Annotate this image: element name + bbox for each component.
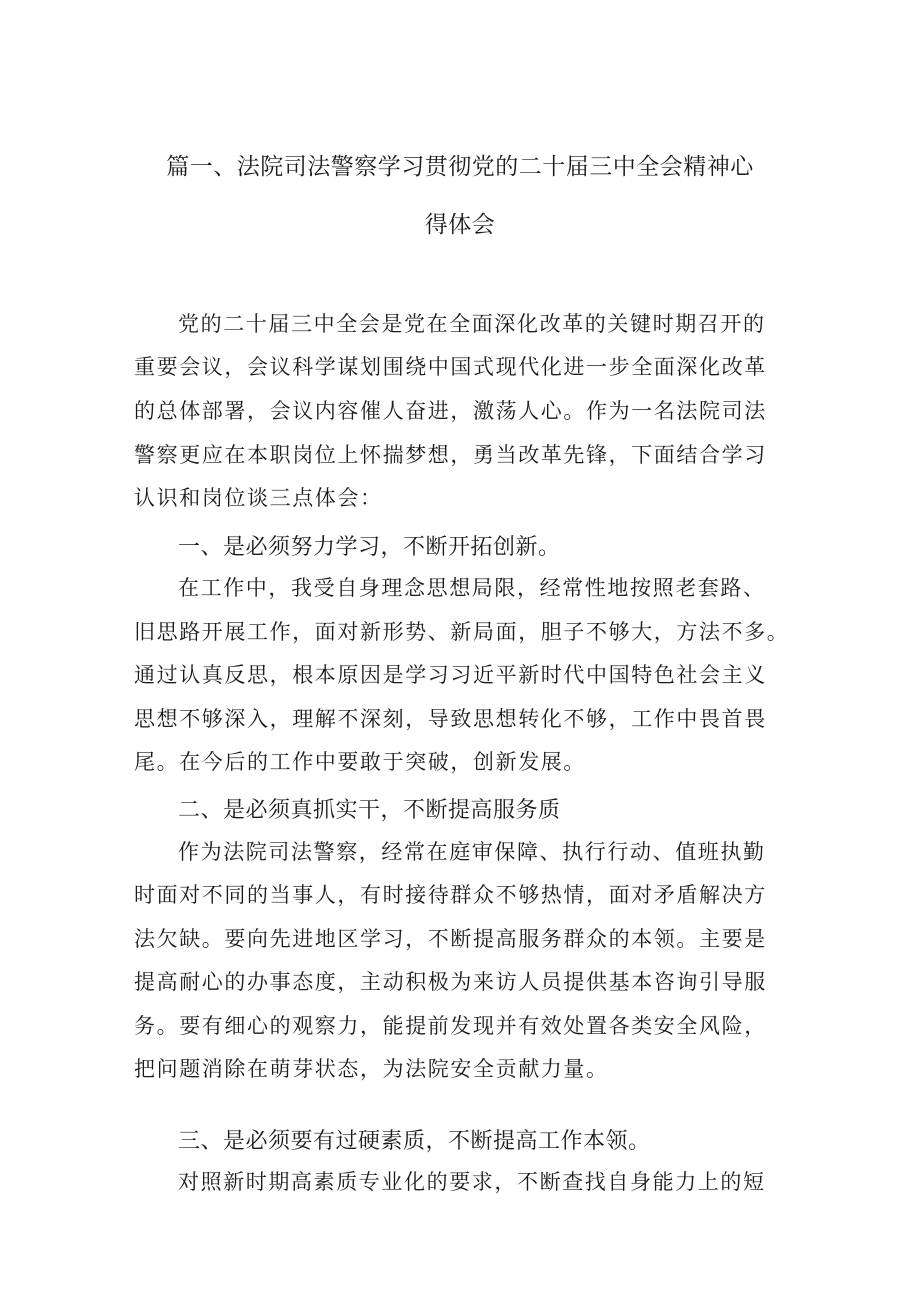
intro-paragraph-line: 重要会议，会议科学谋划围绕中国式现代化进一步全面深化改革 [134,355,767,379]
section-2-line: 作为法院司法警察，经常在庭审保障、执行行动、值班执勤 [178,840,766,864]
section-2-heading: 二、是必须真抓实干，不断提高服务质 [178,798,561,823]
section-1-line: 尾。在今后的工作中要敢于突破，创新发展。 [134,750,586,774]
section-3-heading: 三、是必须要有过硬素质，不断提高工作本领。 [178,1129,651,1154]
section-1-line: 在工作中，我受自身理念思想局限，经常性地按照老套路、 [178,576,766,600]
section-2-line: 时面对不同的当事人，有时接待群众不够热情，面对矛盾解决方 [134,883,767,907]
intro-paragraph-line: 认识和岗位谈三点体会： [134,486,383,510]
section-1-heading: 一、是必须努力学习，不断开拓创新。 [178,535,561,560]
section-2-line: 务。要有细心的观察力，能提前发现并有效处置各类安全风险， [134,1014,767,1038]
document-title-line-1: 篇一、法院司法警察学习贯彻党的二十届三中全会精神心 [166,154,754,180]
section-1-line: 旧思路开展工作，面对新形势、新局面，胆子不够大，方法不多。 [134,620,790,644]
intro-paragraph-line: 警察更应在本职岗位上怀揣梦想，勇当改革先锋，下面结合学习 [134,443,767,467]
section-3-line: 对照新时期高素质专业化的要求，不断查找自身能力上的短 [178,1170,766,1194]
section-2-line: 提高耐心的办事态度，主动积极为来访人员提供基本咨询引导服 [134,970,767,994]
document-title-line-2: 得体会 [424,212,496,238]
intro-paragraph-line: 党的二十届三中全会是党在全面深化改革的关键时期召开的 [178,312,766,336]
section-1-line: 通过认真反思，根本原因是学习习近平新时代中国特色社会主义 [134,663,767,687]
section-2-line: 法欠缺。要向先进地区学习，不断提高服务群众的本领。主要是 [134,927,767,951]
intro-paragraph-line: 的总体部署，会议内容催人奋进，激荡人心。作为一名法院司法 [134,399,767,423]
section-1-line: 思想不够深入，理解不深刻，导致思想转化不够，工作中畏首畏 [134,707,767,731]
section-2-line: 把问题消除在萌芽状态，为法院安全贡献力量。 [134,1057,609,1081]
